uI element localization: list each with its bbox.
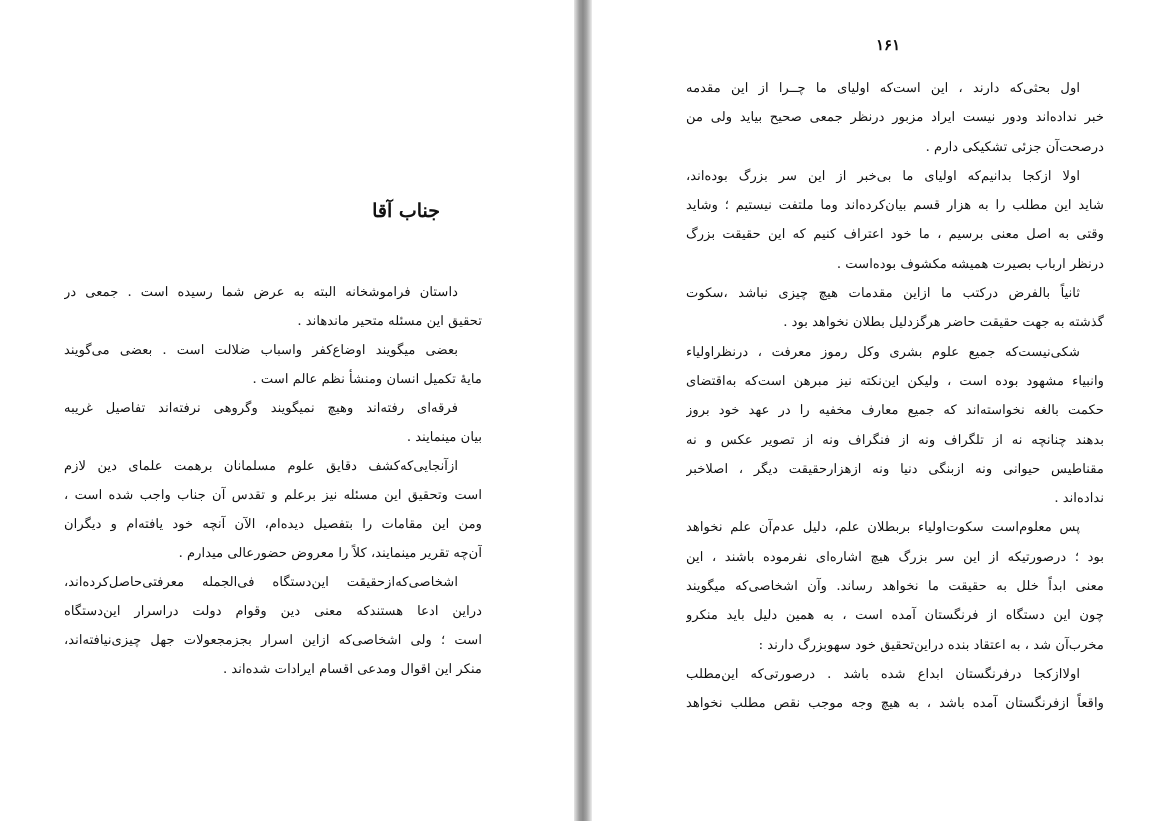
text-line: فرقه‌ای رفته‌اند وهیچ نمیگویند وگروهی نرفته‌اند تفاصیل غریبه <box>64 401 458 416</box>
text-line: وقتی به اصل معنی برسیم ، ما خود اعتراف کنیم که این حقیقت بزرگ <box>686 227 1104 243</box>
text-line: وانبیاء مشهود بوده است ، ولیکن این‌نکته نیز مبرهن است‌که به‌اقتضای <box>686 373 1104 389</box>
text-line: خبر نداده‌اند ودور نیست ایراد مزبور درنظر جمعی صحیح بیاید ولی من <box>686 110 1104 126</box>
book-gutter <box>574 0 592 821</box>
right-page <box>592 0 1173 821</box>
text-line: بعضی میگویند اوضاع‌کفر واسباب ضلالت است . بعضی می‌گویند <box>64 343 458 358</box>
text-line: مقناطیس حیوانی ونه ازبنگی دنیا ونه ازهزارحقیقت دیگر ، اصلاخبر <box>686 461 1104 477</box>
text-line: معنی ابداً خلل به حقیقت ما نخواهد رساند. وآن اشخاصی‌که میگویند <box>686 579 1104 595</box>
text-line: بیان مینمایند . <box>406 430 482 445</box>
text-line: داستان فراموشخانه البته به عرض شما رسیده است . جمعی در <box>64 285 458 300</box>
text-line: درصحت‌آن جزئی تشکیکی دارم . <box>925 139 1104 155</box>
text-line: چون این دستگاه از فرنگستان آمده است ، به همین دلیل باید منکرو <box>686 608 1104 624</box>
text-line: اشخاصی‌که‌ازحقیقت این‌دستگاه فی‌الجمله معرفتی‌حاصل‌کرده‌اند، <box>64 575 458 590</box>
text-line: پس معلوم‌است سکوت‌اولیاء بربطلان علم، دلیل عدم‌آن علم نخواهد <box>686 520 1080 536</box>
text-line: دراین ادعا هستندکه معنی دین وقوام دولت دراسرار این‌دستگاه <box>64 604 482 619</box>
text-line: ومن این مقامات را بتفصیل دیده‌ام، الآن آنچه خود یافته‌ام و دیگران <box>64 517 482 532</box>
right-page-text <box>686 74 1104 719</box>
text-line: است وتحقیق این مسئله نیز برعلم و تقدس آن جناب واجب شده است ، <box>64 488 482 503</box>
text-line: شاید این مطلب را به هزار قسم بیان‌کرده‌اند وما ملتفت نیستیم ؛ وشاید <box>686 198 1104 214</box>
text-line: ثانیاً بالفرض درکتب ما ازاین مقدمات هیچ چیزی نباشد ،سکوت <box>686 286 1080 302</box>
text-line: ازآنجایی‌که‌کشف دقایق علوم مسلمانان برهمت علمای دین لازم <box>64 459 458 474</box>
text-line: بدهند چنانچه نه از تلگراف ونه از فنگراف ونه از تصویر عکس و نه <box>686 432 1104 448</box>
text-line: اولاازکجا درفرنگستان ابداع شده باشد . درصورتی‌که این‌مطلب <box>686 666 1080 682</box>
text-line: شکی‌نیست‌که جمیع علوم بشری وکل رموز معرفت ، درنظراولیاء <box>686 344 1080 360</box>
text-line: بود ؛ درصورتیکه از این سر بزرگ هیچ اشاره‌ای نفرموده باشند ، این <box>686 549 1104 565</box>
page-number: ۱۶۱ <box>876 36 901 54</box>
text-line: اولا ازکجا بدانیم‌که اولیای ما بی‌خبر از این سر بزرگ بوده‌اند، <box>686 168 1080 184</box>
text-line: گذشته به جهت حقیقت حاضر هرگزدلیل بطلان نخواهد بود . <box>783 315 1104 331</box>
text-line: نداده‌اند . <box>1054 491 1104 507</box>
text-line: است ؛ ولی اشخاصی‌که ازاین اسرار بجزمجعولات جهل چیزی‌نیافته‌اند، <box>64 633 482 648</box>
text-line: تحقیق این مسئله متحیر ماندهاند . <box>297 314 482 329</box>
chapter-heading: جناب آقا <box>372 200 440 222</box>
text-line: آن‌چه تقریر مینمایند، کلاً را معروض حضورعالی میدارم . <box>178 546 482 561</box>
left-page-text <box>64 278 482 684</box>
text-line: درنظر ارباب بصیرت همیشه مکشوف بوده‌است . <box>836 256 1104 272</box>
text-line: اول بحثی‌که دارند ، این است‌که اولیای ما چــرا از این مقدمه <box>686 81 1080 96</box>
text-line: منکر این اقوال ومدعی اقسام ایرادات شده‌اند . <box>222 662 482 677</box>
text-line: حکمت بالغه نخواسته‌اند که جمیع معارف مخفیه را در عهد خود بروز <box>686 403 1104 419</box>
text-line: واقعاً ازفرنگستان آمده باشد ، به هیچ وجه موجب نقص مطلب نخواهد <box>686 696 1104 712</box>
text-line: مایهٔ تکمیل انسان ومنشأ نظم عالم است . <box>252 372 482 387</box>
text-line: مخرب‌آن شد ، به اعتقاد بنده دراین‌تحقیق خود سهوبزرگ دارند : <box>758 637 1104 653</box>
left-page <box>0 0 574 821</box>
